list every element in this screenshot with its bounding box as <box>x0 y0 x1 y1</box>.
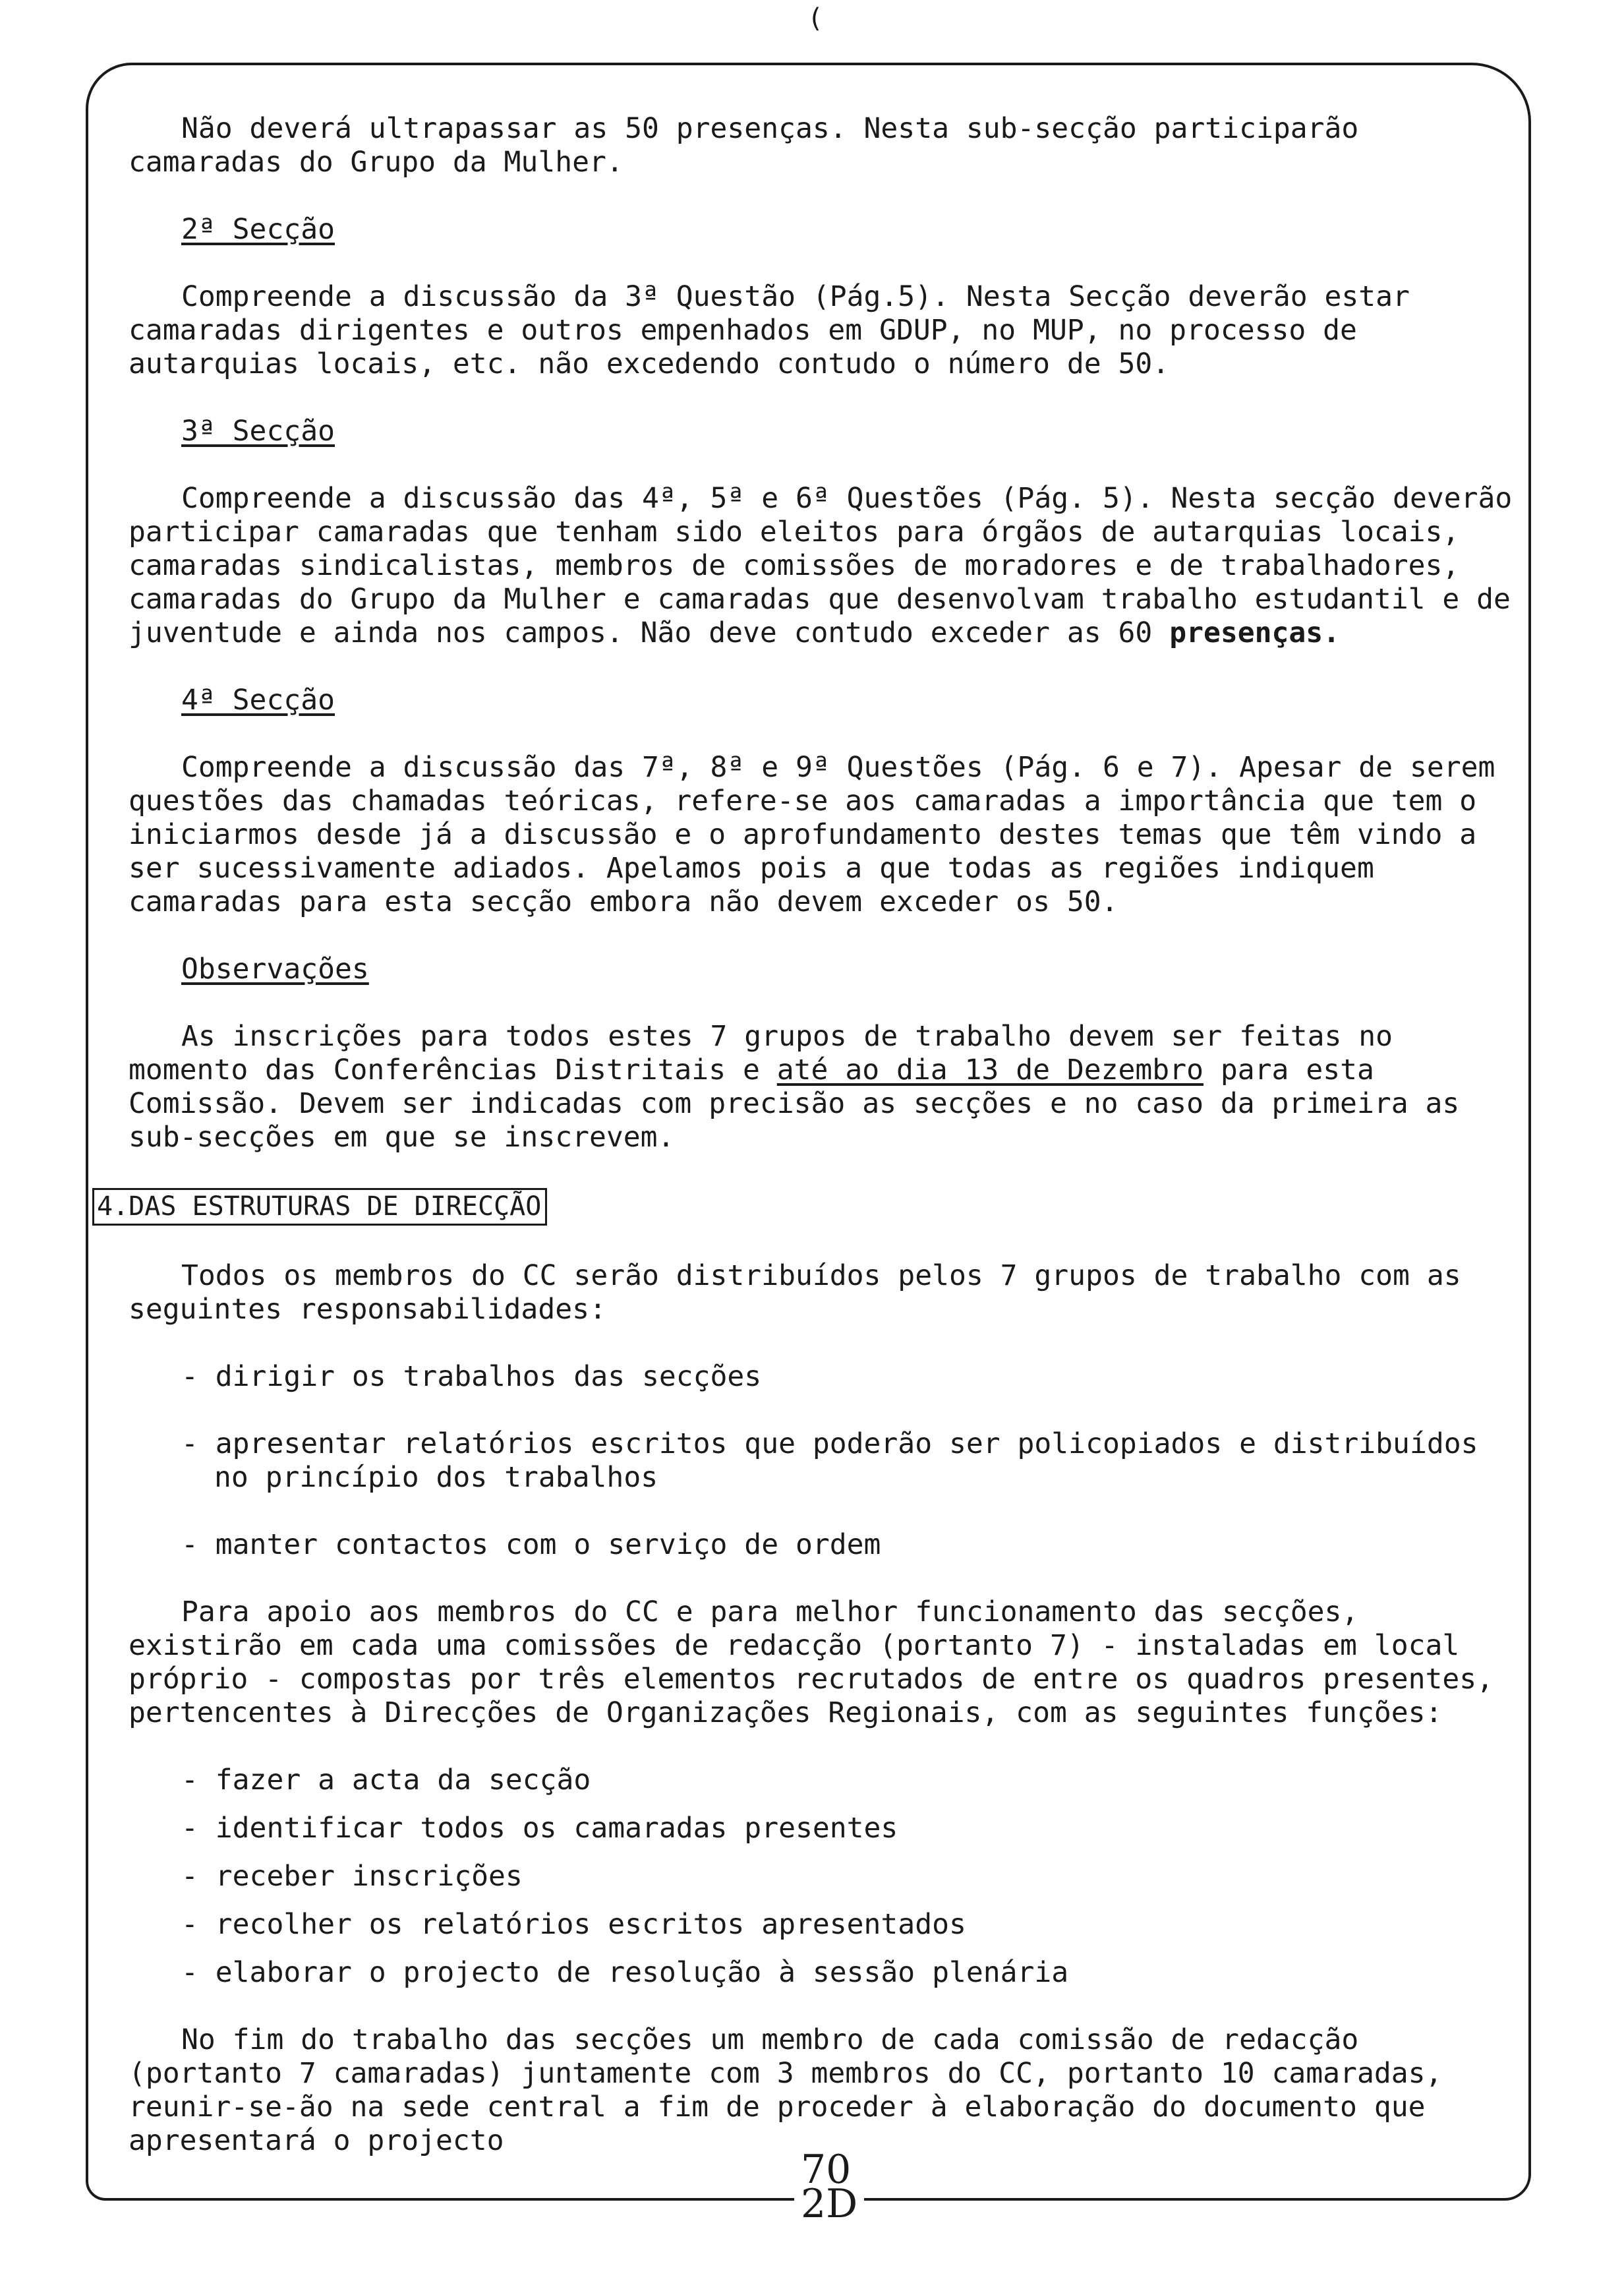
list-item: - recolher os relatórios escritos apresentados <box>181 1908 966 1941</box>
list-item: - receber inscrições <box>181 1860 523 1893</box>
section-2-title: 2ª Secção <box>181 213 335 246</box>
section-3-text-bold: presenças. <box>1169 616 1341 649</box>
observations-text <box>129 1020 1513 1154</box>
section-4-title: 4ª Secção <box>181 684 335 717</box>
functions-list <box>181 1764 1513 1990</box>
list-item: - identificar todos os camaradas presentes <box>181 1812 898 1845</box>
list-item: - fazer a acta da secção <box>181 1764 591 1797</box>
list-item: - apresentar relatórios escritos que poderão ser policopiados e distribuídos no princípio dos trabalhos <box>181 1427 1478 1494</box>
responsibilities-list <box>181 1360 1513 1562</box>
section-heading-direction-structures: 4.DAS ESTRUTURAS DE DIRECÇÃO <box>92 1188 547 1226</box>
section-3 <box>129 415 1513 448</box>
section-3-text-main: Compreende a discussão das 4ª, 5ª e 6ª Questões (Pág. 5). Nesta secção deverão participar camaradas que tenham sido eleitos para órgãos de autarquias locais, camaradas sindicalistas, membros de comissões de moradores e de trabalhadores, camaradas do Grupo da Mulher e camaradas que desenvolvam trabalho estudantil e de juventude e ainda nos campos. Não deve contudo exceder as 60 <box>129 482 1513 649</box>
list-item: - dirigir os trabalhos das secções <box>181 1360 762 1393</box>
observations-text-after: para esta Comissão. Devem ser indicadas com precisão as secções e no caso da primeira as sub-secções em que se inscrevem. <box>129 1054 1460 1154</box>
cc-members-intro: Todos os membros do CC serão distribuídos pelos 7 grupos de trabalho com as seguintes responsabilidades: <box>129 1259 1461 1326</box>
stray-mark: ( <box>807 3 824 34</box>
observations-text-before: As inscrições para todos estes 7 grupos de trabalho devem ser feitas no momento das Conferências Distritais e <box>129 1020 1393 1086</box>
closing-paragraph: No fim do trabalho das secções um membro de cada comissão de redacção (portanto 7 camaradas) juntamente com 3 membros do CC, portanto 10 camaradas, reunir-se-ão na sede central a fim de proceder à elaboração do documento que apresentará o projecto <box>129 2023 1443 2157</box>
section-3-text <box>129 482 1513 650</box>
support-paragraph: Para apoio aos membros do CC e para melhor funcionamento das secções, existirão em cada uma comissões de redacção (portanto 7) - instaladas em local próprio - compostas por três elementos recrutados de entre os quadros presentes, pertencentes à Direcções de Organizações Regionais, com as seguintes funções: <box>129 1595 1494 1729</box>
section-4 <box>129 684 1513 717</box>
deadline-date: até ao dia 13 de Dezembro <box>776 1054 1204 1086</box>
observations-title: Observações <box>181 953 369 986</box>
section-2-text: Compreende a discussão da 3ª Questão (Pág.5). Nesta Secção deverão estar camaradas dirigentes e outros empenhados em GDUP, no MUP, no processo de autarquias locais, etc. não excedendo contudo o número de 50. <box>129 280 1410 380</box>
section-4-text: Compreende a discussão das 7ª, 8ª e 9ª Questões (Pág. 6 e 7). Apesar de serem questões das chamadas teóricas, refere-se aos camaradas a importância que tem o iniciarmos desde já a discussão e o aprofundamento destes temas que têm vindo a ser sucessivamente adiados. Apelamos pois a que todas as regiões indiquem camaradas para esta secção embora não devem exceder os 50. <box>129 751 1495 918</box>
observations <box>129 953 1513 986</box>
section-3-title: 3ª Secção <box>181 415 335 448</box>
intro-paragraph: Não deverá ultrapassar as 50 presenças. Nesta sub-secção participarão camaradas do Grupo da Mulher. <box>129 112 1359 179</box>
document-body <box>97 112 1513 2158</box>
list-item: - manter contactos com o serviço de ordem <box>181 1528 881 1561</box>
section-2 <box>129 213 1513 247</box>
handwritten-page-mark: 70 2D <box>794 2153 864 2221</box>
list-item: - elaborar o projecto de resolução à sessão plenária <box>181 1956 1069 1989</box>
